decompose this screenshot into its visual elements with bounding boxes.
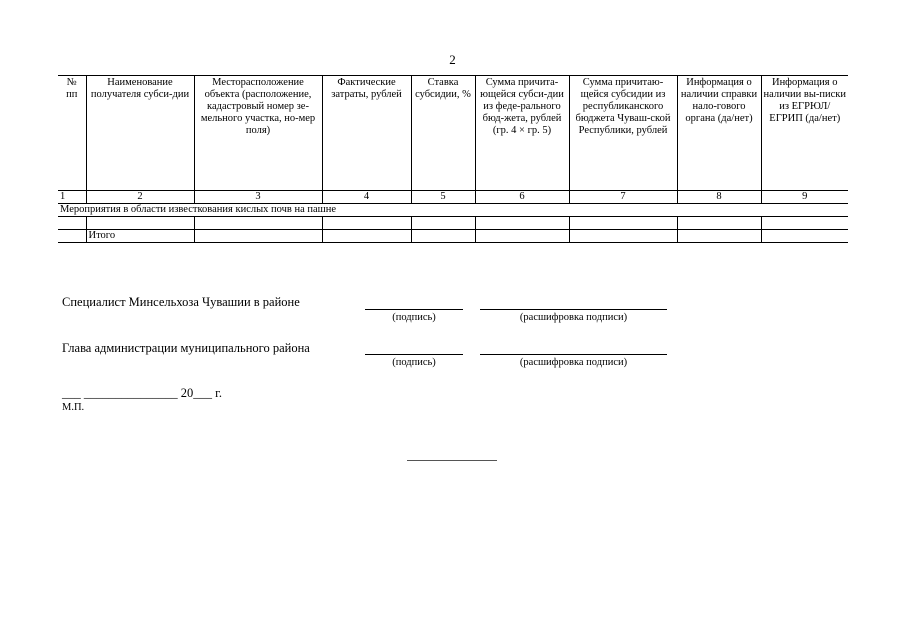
stamp-label: М.П. [62, 402, 85, 413]
signature-caption: (подпись) [392, 312, 436, 323]
column-number-6: 6 [475, 191, 569, 204]
total-label: Итого [86, 230, 194, 243]
decode-line [480, 309, 667, 310]
column-number-7: 7 [569, 191, 677, 204]
signature-line [365, 354, 463, 355]
signature-caption: (подпись) [392, 357, 436, 368]
signature-line [365, 309, 463, 310]
header-cell-7: Сумма причитаю-щейся субсидии из республиканского бюджета Чуваш-ской Республики, рублей [569, 76, 677, 191]
header-cell-5: Ставка субсидии, % [411, 76, 475, 191]
end-divider [407, 460, 497, 461]
header-cell-8: Информация о наличии справки нало-гового органа (да/нет) [677, 76, 761, 191]
column-number-5: 5 [411, 191, 475, 204]
header-cell-6: Сумма причита-ющейся субси-дии из феде-рального бюд-жета, рублей (гр. 4 × гр. 5) [475, 76, 569, 191]
decode-line [480, 354, 667, 355]
header-cell-2: Наименование получателя субси-дии [86, 76, 194, 191]
header-cell-4: Фактические затраты, рублей [322, 76, 411, 191]
signature-role-specialist: Специалист Минсельхоза Чувашии в районе [62, 295, 300, 309]
header-cell-9: Информация о наличии вы-писки из ЕГРЮЛ/ ЕГРИП (да/нет) [761, 76, 848, 191]
header-cell-1: № пп [58, 76, 86, 191]
section-row [58, 204, 848, 217]
decode-caption: (расшифровка подписи) [519, 357, 628, 368]
column-number-4: 4 [322, 191, 411, 204]
date-line: ___ _______________ 20___ г. [62, 386, 222, 400]
column-number-2: 2 [86, 191, 194, 204]
column-number-3: 3 [194, 191, 322, 204]
header-cell-3: Месторасположение объекта (расположение, кадастровый номер зе-мельного участка, но-мер поля) [194, 76, 322, 191]
column-number-9: 9 [761, 191, 848, 204]
column-number-1: 1 [58, 191, 86, 204]
section-title: Мероприятия в области известкования кислых почв на пашне [58, 204, 848, 217]
table-row [58, 217, 848, 230]
subsidy-table [58, 75, 848, 243]
page-number: 2 [449, 52, 456, 67]
decode-caption: (расшифровка подписи) [519, 312, 628, 323]
column-number-8: 8 [677, 191, 761, 204]
column-number-row [58, 191, 848, 204]
total-row [58, 230, 848, 243]
signature-role-head: Глава администрации муниципального района [62, 341, 310, 355]
header-row [58, 76, 848, 191]
